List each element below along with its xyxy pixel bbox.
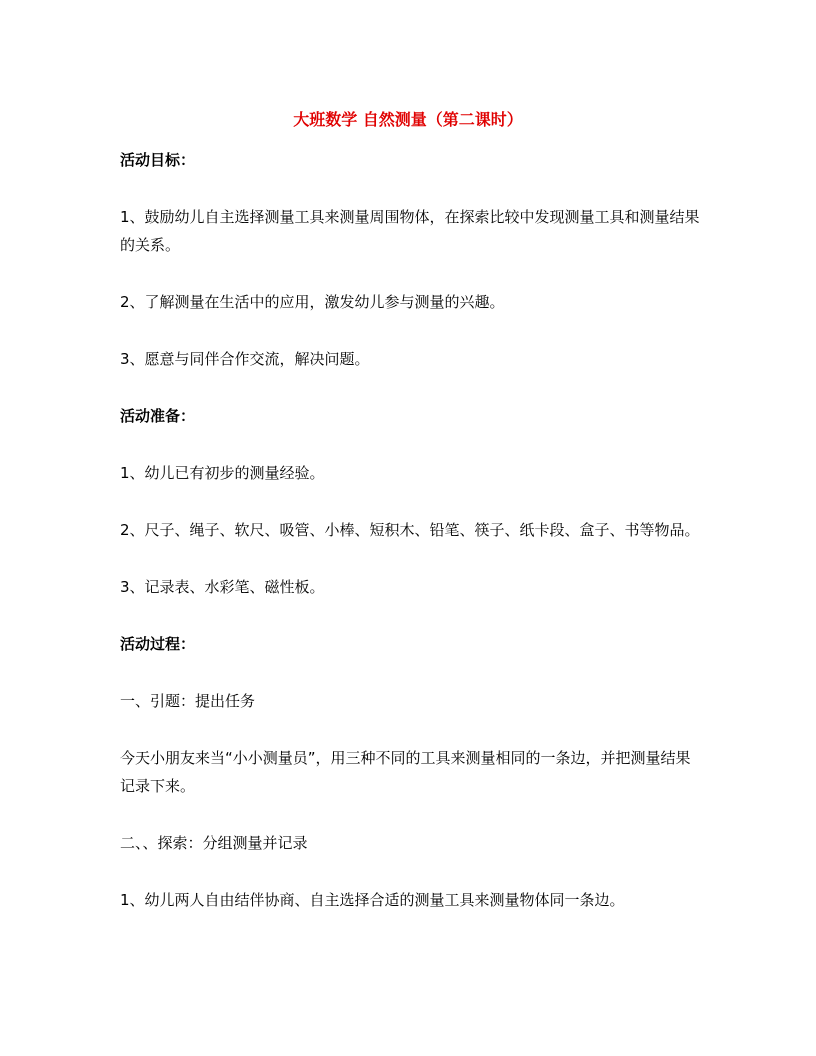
preparation-item-3: 3、记录表、水彩笔、磁性板。 <box>120 578 325 596</box>
goal-item-2: 2、了解测量在生活中的应用，激发幼儿参与测量的兴趣。 <box>120 293 505 311</box>
section-heading-process: 活动过程： <box>120 635 196 653</box>
preparation-item-2: 2、尺子、绳子、软尺、吸管、小棒、短积木、铅笔、筷子、纸卡段、盒子、书等物品。 <box>120 521 700 539</box>
process-step-2-item-1: 1、幼儿两人自由结伴协商、自主选择合适的测量工具来测量物体同一条边。 <box>120 891 625 909</box>
section-heading-preparation: 活动准备： <box>120 407 196 425</box>
process-step-2-title: 二、、探索：分组测量并记录 <box>120 834 308 852</box>
goal-item-1: 1、鼓励幼儿自主选择测量工具来测量周围物体，在探索比较中发现测量工具和测量结果的关系。 <box>120 208 700 254</box>
section-heading-goals: 活动目标： <box>120 151 196 169</box>
process-step-1-text: 今天小朋友来当“小小测量员”，用三种不同的工具来测量相同的一条边，并把测量结果记录下来。 <box>120 749 691 795</box>
preparation-item-1: 1、幼儿已有初步的测量经验。 <box>120 464 325 482</box>
process-step-1-title: 一、引题：提出任务 <box>120 692 256 710</box>
document-body <box>120 146 700 943</box>
document-title: 大班数学 自然测量（第二课时） <box>293 110 523 129</box>
goal-item-3: 3、愿意与同伴合作交流，解决问题。 <box>120 350 370 368</box>
